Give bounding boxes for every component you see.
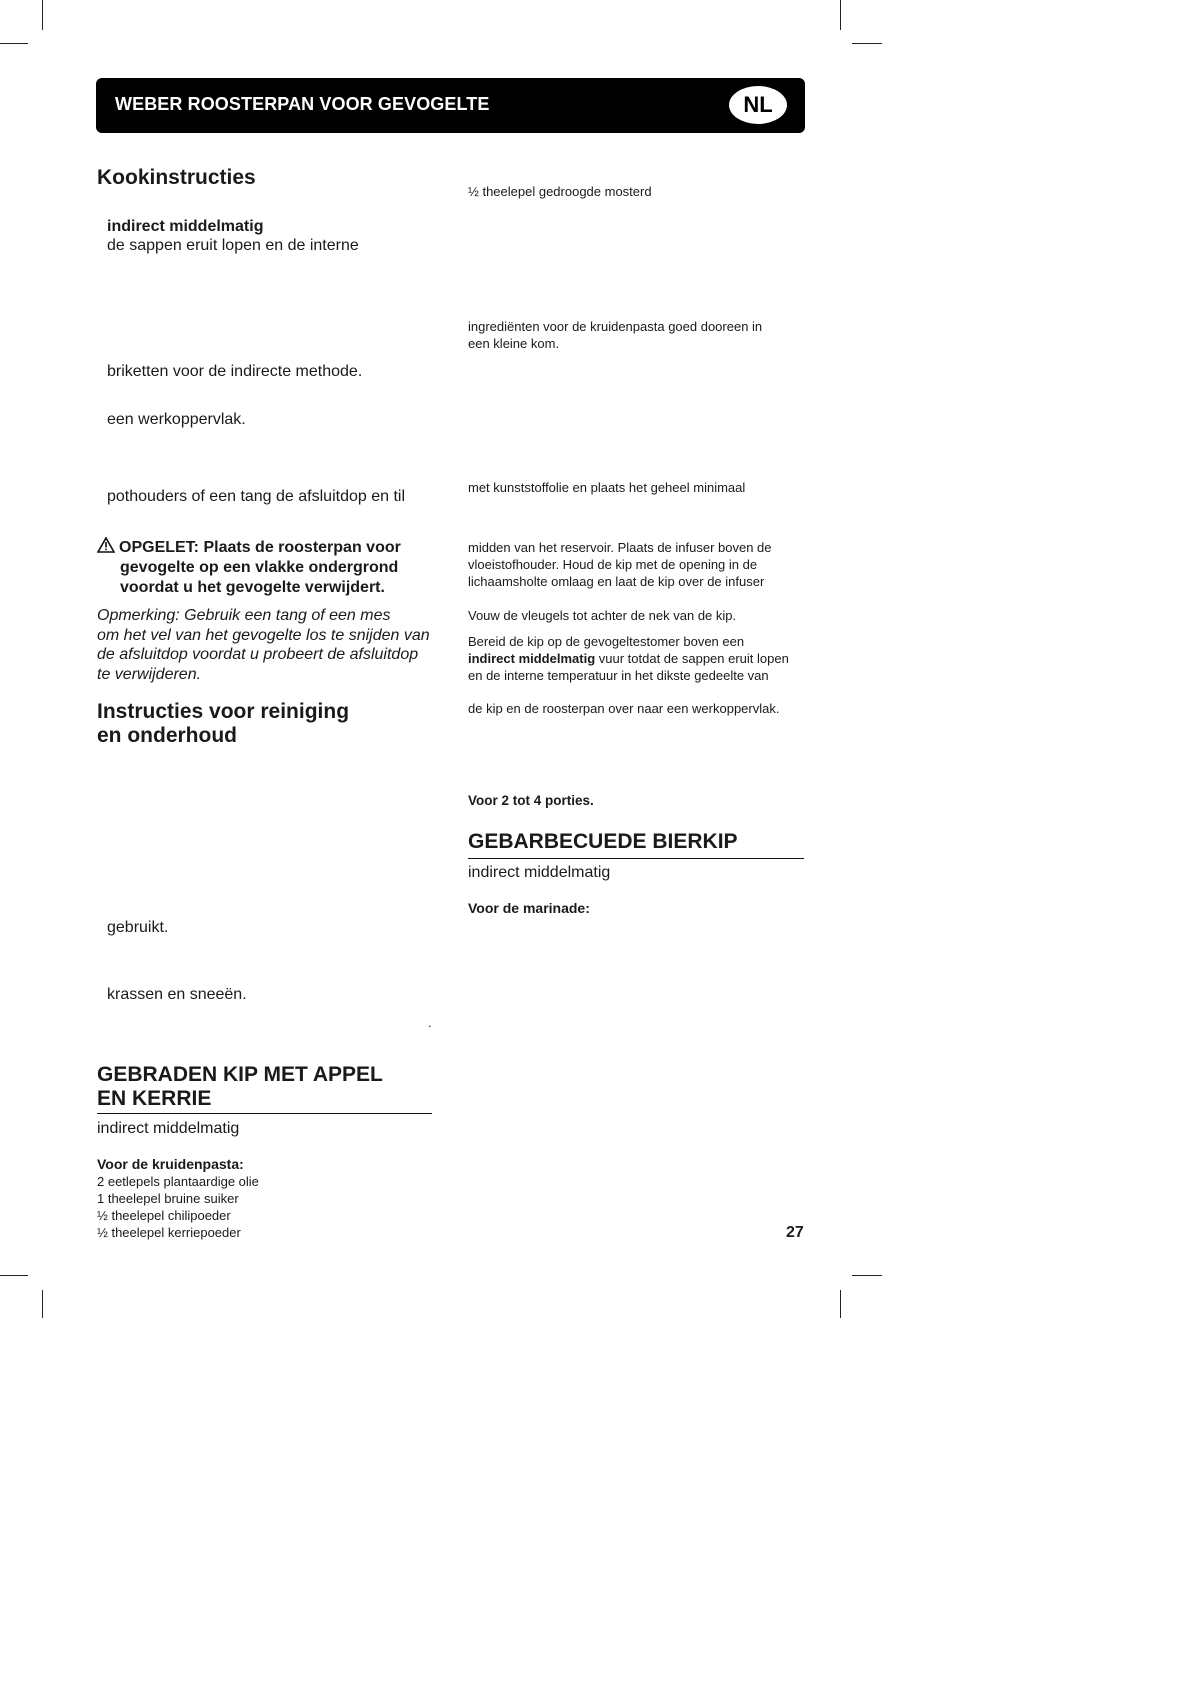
body-text: Vouw de vleugels tot achter de nek van de kip. — [468, 608, 737, 623]
ingredient: ½ theelepel chilipoeder — [97, 1208, 231, 1223]
crop-mark — [840, 0, 841, 30]
warning-icon — [97, 537, 115, 553]
body-text: een werkoppervlak. — [107, 411, 246, 428]
recipe-title: GEBARBECUEDE BIERKIP — [468, 830, 738, 853]
header-title: WEBER ROOSTERPAN VOOR GEVOGELTE — [115, 94, 490, 114]
body-text: pothouders of een tang de afsluitdop en til — [107, 488, 405, 505]
ingredient-heading: Voor de kruidenpasta: — [97, 1156, 244, 1172]
language-badge: NL — [729, 86, 787, 124]
body-text: midden van het reservoir. Plaats de infuser boven de vloeistofhouder. Houd de kip met de opening in de lichaamsholte omlaag en laat de kip over de infuser — [468, 540, 772, 589]
method-text: indirect middelmatig — [107, 218, 264, 235]
section-heading-cooking: Kookinstructies — [97, 166, 256, 189]
body-text: ingrediënten voor de kruidenpasta goed dooreen in een kleine kom. — [468, 319, 763, 351]
note-text: te verwijderen. — [97, 665, 202, 683]
ingredient: 2 eetlepels plantaardige olie — [97, 1174, 259, 1189]
divider — [97, 1113, 432, 1114]
section-heading-cleaning: Instructies voor reiniging en onderhoud — [97, 700, 350, 747]
crop-mark — [42, 1290, 43, 1318]
crop-mark — [0, 1275, 28, 1276]
method-text: indirect middelmatig — [97, 1120, 240, 1137]
body-text: krassen en sneeën. — [107, 986, 247, 1003]
body-text: . — [428, 1015, 432, 1030]
crop-mark — [852, 43, 882, 44]
ingredient-heading: Voor de marinade: — [468, 900, 590, 916]
warning-block — [97, 537, 437, 598]
note-text: Opmerking: Gebruik een tang of een mes — [97, 607, 391, 624]
recipe-title: GEBRADEN KIP MET APPEL EN KERRIE — [97, 1063, 383, 1110]
header-bar — [96, 78, 805, 133]
ingredient: ½ theelepel gedroogde mosterd — [468, 184, 652, 199]
warning-text: voordat u het gevogelte verwijdert. — [120, 579, 385, 596]
body-text: de sappen eruit lopen en de interne — [107, 237, 359, 254]
ingredient-list — [97, 1155, 259, 1241]
divider — [468, 858, 804, 859]
body-text: Bereid de kip op de gevogeltestomer boven een indirect middelmatig vuur totdat de sappen eruit lopen en de interne temperatuur in het dikste gedeelte van — [468, 634, 789, 683]
crop-mark — [852, 1275, 882, 1276]
crop-mark — [42, 0, 43, 30]
body-text: met kunststoffolie en plaats het geheel minimaal — [468, 480, 746, 495]
warning-text: OPGELET: Plaats de roosterpan voor — [119, 539, 401, 556]
crop-mark — [840, 1290, 841, 1318]
crop-mark — [0, 43, 28, 44]
note-block — [97, 606, 457, 684]
ingredient: 1 theelepel bruine suiker — [97, 1191, 239, 1206]
note-text: de afsluitdop voordat u probeert de afsluitdop — [97, 646, 419, 663]
warning-text: gevogelte op een vlakke ondergrond — [120, 559, 399, 576]
servings-text: Voor 2 tot 4 porties. — [468, 793, 594, 808]
body-text: gebruikt. — [107, 919, 169, 936]
note-text: om het vel van het gevogelte los te snijden van — [97, 626, 430, 644]
ingredient: ½ theelepel kerriepoeder — [97, 1225, 241, 1240]
body-text: briketten voor de indirecte methode. — [107, 363, 363, 380]
body-text: de kip en de roosterpan over naar een werkoppervlak. — [468, 701, 780, 716]
method-text: indirect middelmatig — [468, 864, 611, 881]
page-number: 27 — [786, 1224, 804, 1241]
